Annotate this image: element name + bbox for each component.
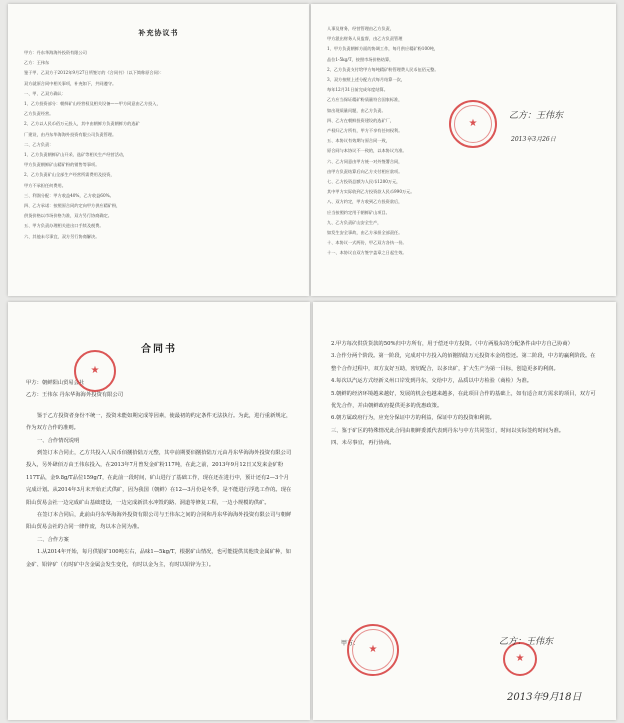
supplement-line: 十、本协议一式两份，甲乙双方各执一份。	[327, 240, 407, 246]
contract-section-2-title: 二、合作方案	[37, 536, 69, 543]
supplement-line: 人事及财务，经营管理由乙方负责，	[327, 26, 395, 31]
contract-party-a-sign: 甲方：	[341, 640, 360, 647]
contract-clause: 4.每次以汽运方式经新义州口岸发到丹东，交给中方，品质以中方检验（商检）为准。	[331, 378, 533, 385]
supplement-line: 鉴于甲、乙双方于2012年9月27日所签订的《合同书》（以下简称原合同）：	[24, 70, 165, 76]
supplement-line: 应当按照约定用于朝鲜矿山项目。	[327, 209, 390, 215]
supplement-title: 补充协议书	[138, 28, 179, 37]
contract-party-b	[26, 389, 292, 401]
supplement-line: 2、乙方负责支付给甲方每吨精矿粉管理费人民币伍佰元整。	[327, 66, 439, 72]
supplement-page-1	[8, 4, 309, 296]
supplement-line: 甲方：丹东华海海外投资有限公司	[24, 50, 87, 55]
contract-party-b-signature: 乙方：王伟东	[499, 637, 554, 647]
supplement-line: 三、利润分配：甲方收益40%，乙方收益60%。	[24, 192, 114, 198]
contract-section-2-para-1: 1.从2014年开始，每月供银矿100吨左右，品味1—5kg/T，根据矿山情况，也可能提供其他贵金属矿种，如金矿、铅锌矿（有时矿中含金属会发生变化，有时以金为主，有时以铅锌为主）。	[26, 549, 291, 568]
contract-clause: 三、鉴于矿区的特殊情况此合同由朝鲜委派代表到丹东与中方共同签订，时间以实际签约时间为准。	[331, 427, 565, 434]
supplement-line: 九、乙方负责矿山安全生产，	[327, 219, 382, 225]
contract-party-b-seal	[503, 642, 537, 676]
supplement-line: 甲方派出财务人员监督，由乙方负责管理	[327, 36, 403, 42]
supplement-line: 四、乙方承诺：按照原合同约定向甲方供应精矿粉，	[24, 203, 121, 209]
contract-party-a-stamp	[74, 350, 116, 392]
contract-section-1-title: 一、合作情况说明	[37, 437, 80, 444]
supplement-line: 七、乙方投资总额为人民币1200万元，	[327, 179, 401, 185]
supplement-line: 供货价格以市场价格为准，双方另行协商确定。	[24, 213, 112, 219]
supplement-line: 由甲方负责结算后向乙方支付相应款项。	[327, 168, 403, 174]
supplement-line: 产权归乙方所有，甲方不享有任何权利。	[327, 128, 403, 134]
contract-intro: 鉴于乙方投资者身份不统一，投资未能如期完成等因素，使最初的约定条件无法执行。为此，进行重新规定，作为双方合作的准则。	[26, 412, 292, 432]
supplement-line: 1、乙方负责朝鲜矿山开采、选矿等相关生产经营活动，	[24, 152, 128, 158]
contract-clause: 3.合作分两个阶段。第一阶段，完成对中方投入的佰捌拾陆万元投资本金的偿还。第二阶段，中方的赢利阶段。在整个合作过程中，双方友好互助，密切配合，以多出矿，扩大生产为第一目标，创造更多的利润。	[331, 353, 596, 372]
supplement-line: 六、其他未尽事宜，双方另行协商解决。	[24, 233, 100, 239]
supplement-line: 乙方：王伟东	[24, 60, 50, 66]
supplement-line: 五、本协议有效期与原合同一致，	[327, 138, 390, 144]
contract-clause: 2.甲方每次供货货款的50%归中方所有，用于偿还中方投资。（中方两股东的分配条件由中方自己协商）	[331, 341, 573, 347]
supplement-line: 一、甲、乙双方确认：	[24, 90, 66, 96]
supplement-line: 双方就原合同中相关事项，补充如下，共同遵守。	[24, 80, 117, 86]
supplement-line: 原合同与本协议不一致的，以本协议为准。	[327, 148, 407, 154]
supplement-line: 每年12月31日前完成年度结算。	[327, 87, 388, 93]
contract-party-a-seal	[347, 624, 399, 676]
contract-clause: 6.朝方属政府行为，应充分保证中方的利益，保证中方的投资和利润。	[331, 415, 495, 422]
contract-title: 合同书	[141, 344, 177, 355]
supplement-line: 四、乙方在朝鲜投资建设的选矿厂，	[327, 117, 395, 123]
contract-right-body	[331, 338, 598, 450]
contract-party-b-name: 乙方：王伟东	[26, 392, 58, 399]
contract-sign-date: 2013年9月18日	[507, 692, 582, 703]
supplement-line: 二、乙方负责：	[24, 141, 54, 147]
supplement-line: 甲方不承担任何费用。	[24, 182, 66, 188]
supplement-left-body	[24, 48, 293, 242]
contract-party-b-company: 丹东华海海外投资有限公司	[59, 392, 124, 399]
supplement-line: 1、乙方投资部分：朝鲜矿山经营权及相关设备——甲方同意由乙方投入，	[24, 101, 161, 107]
supplement-line: 厂建设，由丹东华海海外投资有限公司负责管理。	[24, 131, 117, 137]
supplement-line: 乙方负责经营。	[24, 111, 54, 117]
supplement-line: 如发生安全事故，由乙方承担全部责任。	[327, 230, 403, 236]
supplement-line: 如出现质量问题，由乙方负责。	[327, 107, 386, 113]
supplement-line: 六、乙方同意由甲方统一对外签署合同，	[327, 158, 403, 164]
supplement-line: 品位1-5kg/T，按照市场价格结算，	[327, 56, 394, 62]
contract-section-1-para-1: 到签订本合同止，乙方共投入人民币佰捌拾陆万元整，其中前期要佰捌拾陆万元由丹东华海海外投资有限公司投入，另外肆佰万由王伟东投入，在2013年7月曾发金矿粉117吨，在此之前，2013年9月12日又发来金矿粉117T品，金9.8g/T品位159g/T，在此前一段时间，矿山进行了基础工作，现在还在进行中，预计还有2—3个月完成计划。从2014年3月末开始正式供矿，因为我国（朝鲜）在12—3月份是冬季，是不能进行浮选工作的。现在阳山贸易会社一边完成矿山基础建设，一边完成新洪水冲毁的路、洞道等修复工程，一边小规模的供矿。	[26, 450, 292, 506]
contract-clause: 5.朝鲜的经济环境越来越好，发展的机会也越来越多，在此项目合作的基础上，如有适合双方需求的项目，双方可优先合作，并由朝鲜政府提供更多的优惠政策。	[331, 390, 596, 410]
contract-section-1-para-2: 在签订本合同后，此前由丹东华海海外投资有限公司与王伟东之间的合同和丹东华海海外投资有限公司与朝鲜阳山贸易会社的合同一律作废，均以本合同为准。	[26, 512, 292, 531]
contract-clause: 四、未尽事宜，再行协商。	[331, 440, 395, 447]
supplement-line: 甲方负责朝鲜矿山精矿粉的销售等事项。	[24, 162, 100, 168]
supplement-line: 2、乙方负责矿山全部生产经营所需费用及投资，	[24, 172, 115, 178]
supplement-company-stamp	[449, 100, 497, 148]
supplement-page-2	[311, 4, 616, 296]
supplement-party-b-signature: 乙方：王伟东	[509, 111, 564, 121]
contract-page-1	[8, 302, 310, 720]
supplement-line: 2、乙方以人民币佰万元投入，其中由朝鲜方负责朝鲜方的选矿	[24, 121, 140, 127]
supplement-line: 五、甲方负责办理相关进出口手续及税费。	[24, 223, 104, 229]
supplement-line: 八、双方约定，甲方收到乙方投资款后，	[327, 199, 403, 205]
supplement-sign-date: 2013年3月26日	[511, 136, 556, 143]
supplement-line: 乙方应当保证精矿粉质量符合国家标准，	[327, 97, 403, 103]
supplement-line: 1、甲方负责朝鲜方面的协调工作，每月供应精矿粉100吨，	[327, 46, 439, 52]
contract-page-2	[313, 302, 616, 720]
contract-party-a: 甲方：朝鲜阳山贸易会社	[26, 380, 85, 386]
supplement-line: 其中甲方实际收到乙方投资款人民币990万元。	[327, 189, 415, 195]
supplement-line: 3、双方按照上述分配方式每月结算一次，	[327, 77, 406, 83]
supplement-line: 十一、本协议自双方签字盖章之日起生效。	[327, 250, 407, 256]
